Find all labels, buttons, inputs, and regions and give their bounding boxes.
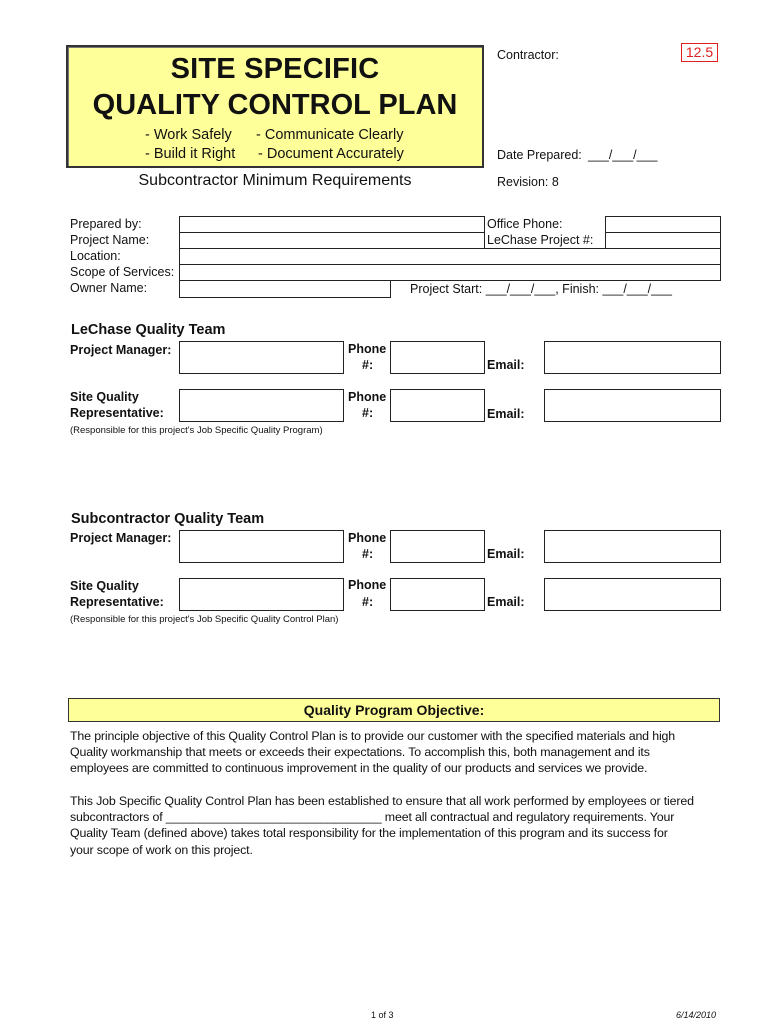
sub-team-note: (Responsible for this project's Job Specific Quality Control Plan) xyxy=(70,614,339,625)
title-banner xyxy=(66,45,484,168)
section-number-badge: 12.5 xyxy=(681,43,718,62)
motto-build-right: - Build it Right xyxy=(145,146,236,162)
sub-pm-label: Project Manager: xyxy=(70,531,172,545)
title-line-2: QUALITY CONTROL PLAN xyxy=(92,89,458,121)
owner-label: Owner Name: xyxy=(70,281,148,295)
sub-pm-email-field[interactable] xyxy=(544,530,721,563)
paragraph-line: Quality workmanship that meets or exceeds their expectations. To accomplish this, both management and its xyxy=(70,745,650,760)
paragraph-line: employees are committed to continuous improvement in the quality of our products and services we provide. xyxy=(70,761,648,776)
owner-field[interactable] xyxy=(179,280,391,298)
sub-team-title: Subcontractor Quality Team xyxy=(71,511,265,527)
sub-pm-phone-field[interactable] xyxy=(390,530,485,563)
sub-sqr-label-1: Site Quality xyxy=(70,579,139,593)
lechase-sqr-field[interactable] xyxy=(179,389,344,422)
paragraph-line: The principle objective of this Quality Control Plan is to provide our customer with the specified materials and high xyxy=(70,729,676,743)
date-prepared-field[interactable]: ___/___/___ xyxy=(588,148,658,162)
lechase-team-title: LeChase Quality Team xyxy=(71,322,226,338)
motto-communicate: - Communicate Clearly xyxy=(256,127,404,143)
sub-sqr-label-2: Representative: xyxy=(70,595,164,609)
lechase-pm-phone-field[interactable] xyxy=(390,341,485,374)
scope-field[interactable] xyxy=(179,264,721,281)
lechase-pm-phone-label-2: #: xyxy=(362,358,374,372)
location-label: Location: xyxy=(70,249,121,263)
lechase-sqr-label-1: Site Quality xyxy=(70,390,139,404)
revision-label: Revision: 8 xyxy=(497,175,559,189)
paragraph-line: subcontractors of ________________________________ meet all contractual and regulatory requirements. Your xyxy=(70,810,675,825)
sub-pm-phone-label: Phone xyxy=(348,531,387,545)
lechase-pm-email-label: Email: xyxy=(487,358,525,372)
sub-sqr-email-label: Email: xyxy=(487,595,525,609)
paragraph-line: your scope of work on this project. xyxy=(70,842,253,857)
sub-sqr-phone-label: Phone xyxy=(348,578,387,592)
project-dates-field[interactable]: Project Start: ___/___/___, Finish: ___/___/___ xyxy=(410,282,672,296)
lechase-sqr-phone-label: Phone xyxy=(348,390,387,404)
subtitle: Subcontractor Minimum Requirements xyxy=(138,172,412,189)
motto-work-safely: - Work Safely xyxy=(145,127,232,143)
lechase-pm-phone-label: Phone xyxy=(348,342,387,356)
lechase-team-note: (Responsible for this project's Job Specific Quality Program) xyxy=(70,425,323,436)
lechase-project-label: LeChase Project #: xyxy=(487,233,594,247)
sub-sqr-phone-label-2: #: xyxy=(362,595,374,609)
date-prepared-label: Date Prepared: xyxy=(497,148,582,162)
office-phone-field[interactable] xyxy=(605,216,721,233)
prepared-by-label: Prepared by: xyxy=(70,217,142,231)
objective-paragraph-1 xyxy=(70,728,730,777)
sub-sqr-phone-field[interactable] xyxy=(390,578,485,611)
sub-sqr-field[interactable] xyxy=(179,578,344,611)
scope-label: Scope of Services: xyxy=(70,265,175,279)
title-line-1: SITE SPECIFIC xyxy=(170,53,380,85)
office-phone-label: Office Phone: xyxy=(487,217,563,231)
location-field[interactable] xyxy=(179,248,721,265)
lechase-sqr-phone-field[interactable] xyxy=(390,389,485,422)
sub-pm-phone-label-2: #: xyxy=(362,547,374,561)
page-number: 1 of 3 xyxy=(371,1010,394,1020)
lechase-pm-label: Project Manager: xyxy=(70,343,172,357)
project-name-field[interactable] xyxy=(179,232,485,249)
footer-date: 6/14/2010 xyxy=(676,1010,717,1020)
lechase-sqr-phone-label-2: #: xyxy=(362,406,374,420)
project-name-label: Project Name: xyxy=(70,233,150,247)
sub-pm-email-label: Email: xyxy=(487,547,525,561)
lechase-sqr-email-field[interactable] xyxy=(544,389,721,422)
lechase-sqr-email-label: Email: xyxy=(487,407,525,421)
paragraph-line: Quality Team (defined above) takes total responsibility for the implementation of this program and its success for xyxy=(70,826,668,841)
lechase-sqr-label-2: Representative: xyxy=(70,406,164,420)
sub-pm-field[interactable] xyxy=(179,530,344,563)
objective-header: Quality Program Objective: xyxy=(68,698,720,722)
sub-sqr-email-field[interactable] xyxy=(544,578,721,611)
lechase-pm-field[interactable] xyxy=(179,341,344,374)
motto-document: - Document Accurately xyxy=(258,146,404,162)
objective-paragraph-2 xyxy=(70,793,730,858)
paragraph-line: This Job Specific Quality Control Plan has been established to ensure that all work performed by employees or tiered xyxy=(70,794,694,808)
contractor-label: Contractor: xyxy=(497,48,559,62)
lechase-pm-email-field[interactable] xyxy=(544,341,721,374)
prepared-by-field[interactable] xyxy=(179,216,485,233)
lechase-project-field[interactable] xyxy=(605,232,721,249)
